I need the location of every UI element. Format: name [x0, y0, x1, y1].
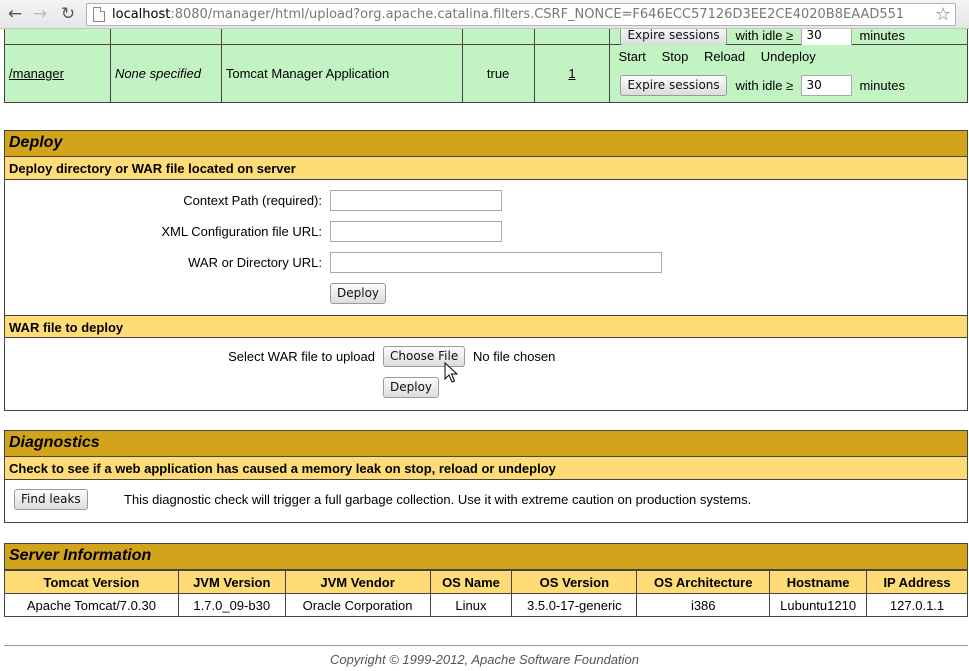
server-info-table — [4, 570, 968, 617]
deploy-panel — [4, 130, 968, 411]
table-row — [5, 29, 968, 45]
reload-icon[interactable]: ↻ — [60, 4, 76, 24]
diagnostics-description: This diagnostic check will trigger a full garbage collection. Use it with extreme caution on production systems. — [124, 492, 752, 507]
server-info-header-row — [5, 571, 968, 594]
server-info-header-cell: JVM Version — [178, 571, 285, 594]
deploy-war-button[interactable]: Deploy — [383, 377, 439, 398]
diagnostics-body — [5, 480, 967, 520]
reload-command[interactable]: Reload — [703, 49, 746, 64]
expire-sessions-button[interactable]: Expire sessions — [620, 75, 726, 96]
select-war-label: Select WAR file to upload — [228, 349, 375, 364]
server-info-value-cell: Oracle Corporation — [285, 594, 430, 617]
app-path-link[interactable]: /manager — [9, 66, 64, 81]
xml-config-label: XML Configuration file URL: — [161, 224, 322, 239]
start-command[interactable]: Start — [618, 49, 646, 64]
war-dir-label: WAR or Directory URL: — [188, 255, 322, 270]
war-upload-form — [5, 338, 967, 408]
diagnostics-title: Diagnostics — [5, 431, 967, 457]
find-leaks-button[interactable]: Find leaks — [14, 489, 88, 510]
mouse-cursor-icon — [444, 362, 458, 384]
context-path-label: Context Path (required): — [183, 193, 322, 208]
back-icon[interactable]: ← — [7, 4, 23, 24]
server-info-panel — [4, 543, 968, 617]
server-info-value-cell: 127.0.1.1 — [867, 594, 968, 617]
minutes-label: minutes — [859, 78, 905, 93]
context-path-input[interactable] — [330, 190, 502, 211]
app-sessions-link[interactable]: 1 — [568, 66, 576, 81]
app-display-name: Tomcat Manager Application — [221, 45, 462, 103]
server-info-title: Server Information — [5, 544, 967, 570]
deploy-server-button[interactable]: Deploy — [330, 283, 386, 304]
copyright-footer: Copyright © 1999-2012, Apache Software Foundation — [329, 652, 640, 667]
deploy-server-subtitle: Deploy directory or WAR file located on server — [5, 157, 967, 180]
xml-config-input[interactable] — [330, 221, 502, 242]
idle-label: with idle ≥ — [735, 78, 794, 93]
forward-icon[interactable]: → — [32, 4, 48, 24]
applications-table — [4, 29, 968, 111]
server-info-header-cell: IP Address — [867, 571, 968, 594]
idle-input[interactable]: 30 — [801, 75, 852, 96]
page-icon — [93, 7, 105, 22]
server-info-value-cell: i386 — [637, 594, 770, 617]
server-info-header-cell: OS Name — [430, 571, 512, 594]
deploy-server-form — [5, 180, 967, 315]
deploy-title: Deploy — [5, 131, 967, 157]
address-bar[interactable] — [86, 3, 956, 26]
server-info-value-cell: 3.5.0-17-generic — [512, 594, 637, 617]
idle-label: with idle ≥ — [735, 29, 794, 43]
expire-sessions-button[interactable]: Expire sessions — [620, 29, 726, 46]
choose-file-button[interactable]: Choose File — [383, 346, 465, 367]
war-dir-input[interactable] — [330, 252, 662, 273]
footer-divider — [4, 645, 968, 646]
undeploy-command[interactable]: Undeploy — [760, 49, 816, 64]
stop-command[interactable]: Stop — [661, 49, 689, 64]
war-upload-subtitle: WAR file to deploy — [5, 315, 967, 338]
no-file-chosen-text: No file chosen — [473, 349, 556, 364]
server-info-header-cell: JVM Vendor — [285, 571, 430, 594]
bookmark-star-icon[interactable]: ☆ — [934, 4, 951, 25]
diagnostics-panel — [4, 430, 968, 523]
server-info-header-cell: OS Version — [512, 571, 637, 594]
server-info-header-cell: OS Architecture — [637, 571, 770, 594]
server-info-header-cell: Hostname — [770, 571, 867, 594]
server-info-value-cell: Lubuntu1210 — [770, 594, 867, 617]
idle-input[interactable]: 30 — [801, 29, 852, 46]
app-version: None specified — [110, 45, 221, 103]
url-text: localhost:8080/manager/html/upload?org.apache.catalina.filters.CSRF_NONCE=F646ECC57126D3EE2CE4020B8EAAD551 — [112, 7, 905, 22]
server-info-value-cell: Apache Tomcat/7.0.30 — [5, 594, 179, 617]
app-running: true — [462, 45, 534, 103]
diagnostics-subtitle: Check to see if a web application has caused a memory leak on stop, reload or undeploy — [5, 457, 967, 480]
server-info-value-cell: 1.7.0_09-b30 — [178, 594, 285, 617]
server-info-value-row — [5, 594, 968, 617]
minutes-label: minutes — [859, 29, 905, 43]
browser-toolbar — [0, 0, 969, 29]
server-info-value-cell: Linux — [430, 594, 512, 617]
server-info-header-cell: Tomcat Version — [5, 571, 179, 594]
table-row — [5, 45, 968, 103]
